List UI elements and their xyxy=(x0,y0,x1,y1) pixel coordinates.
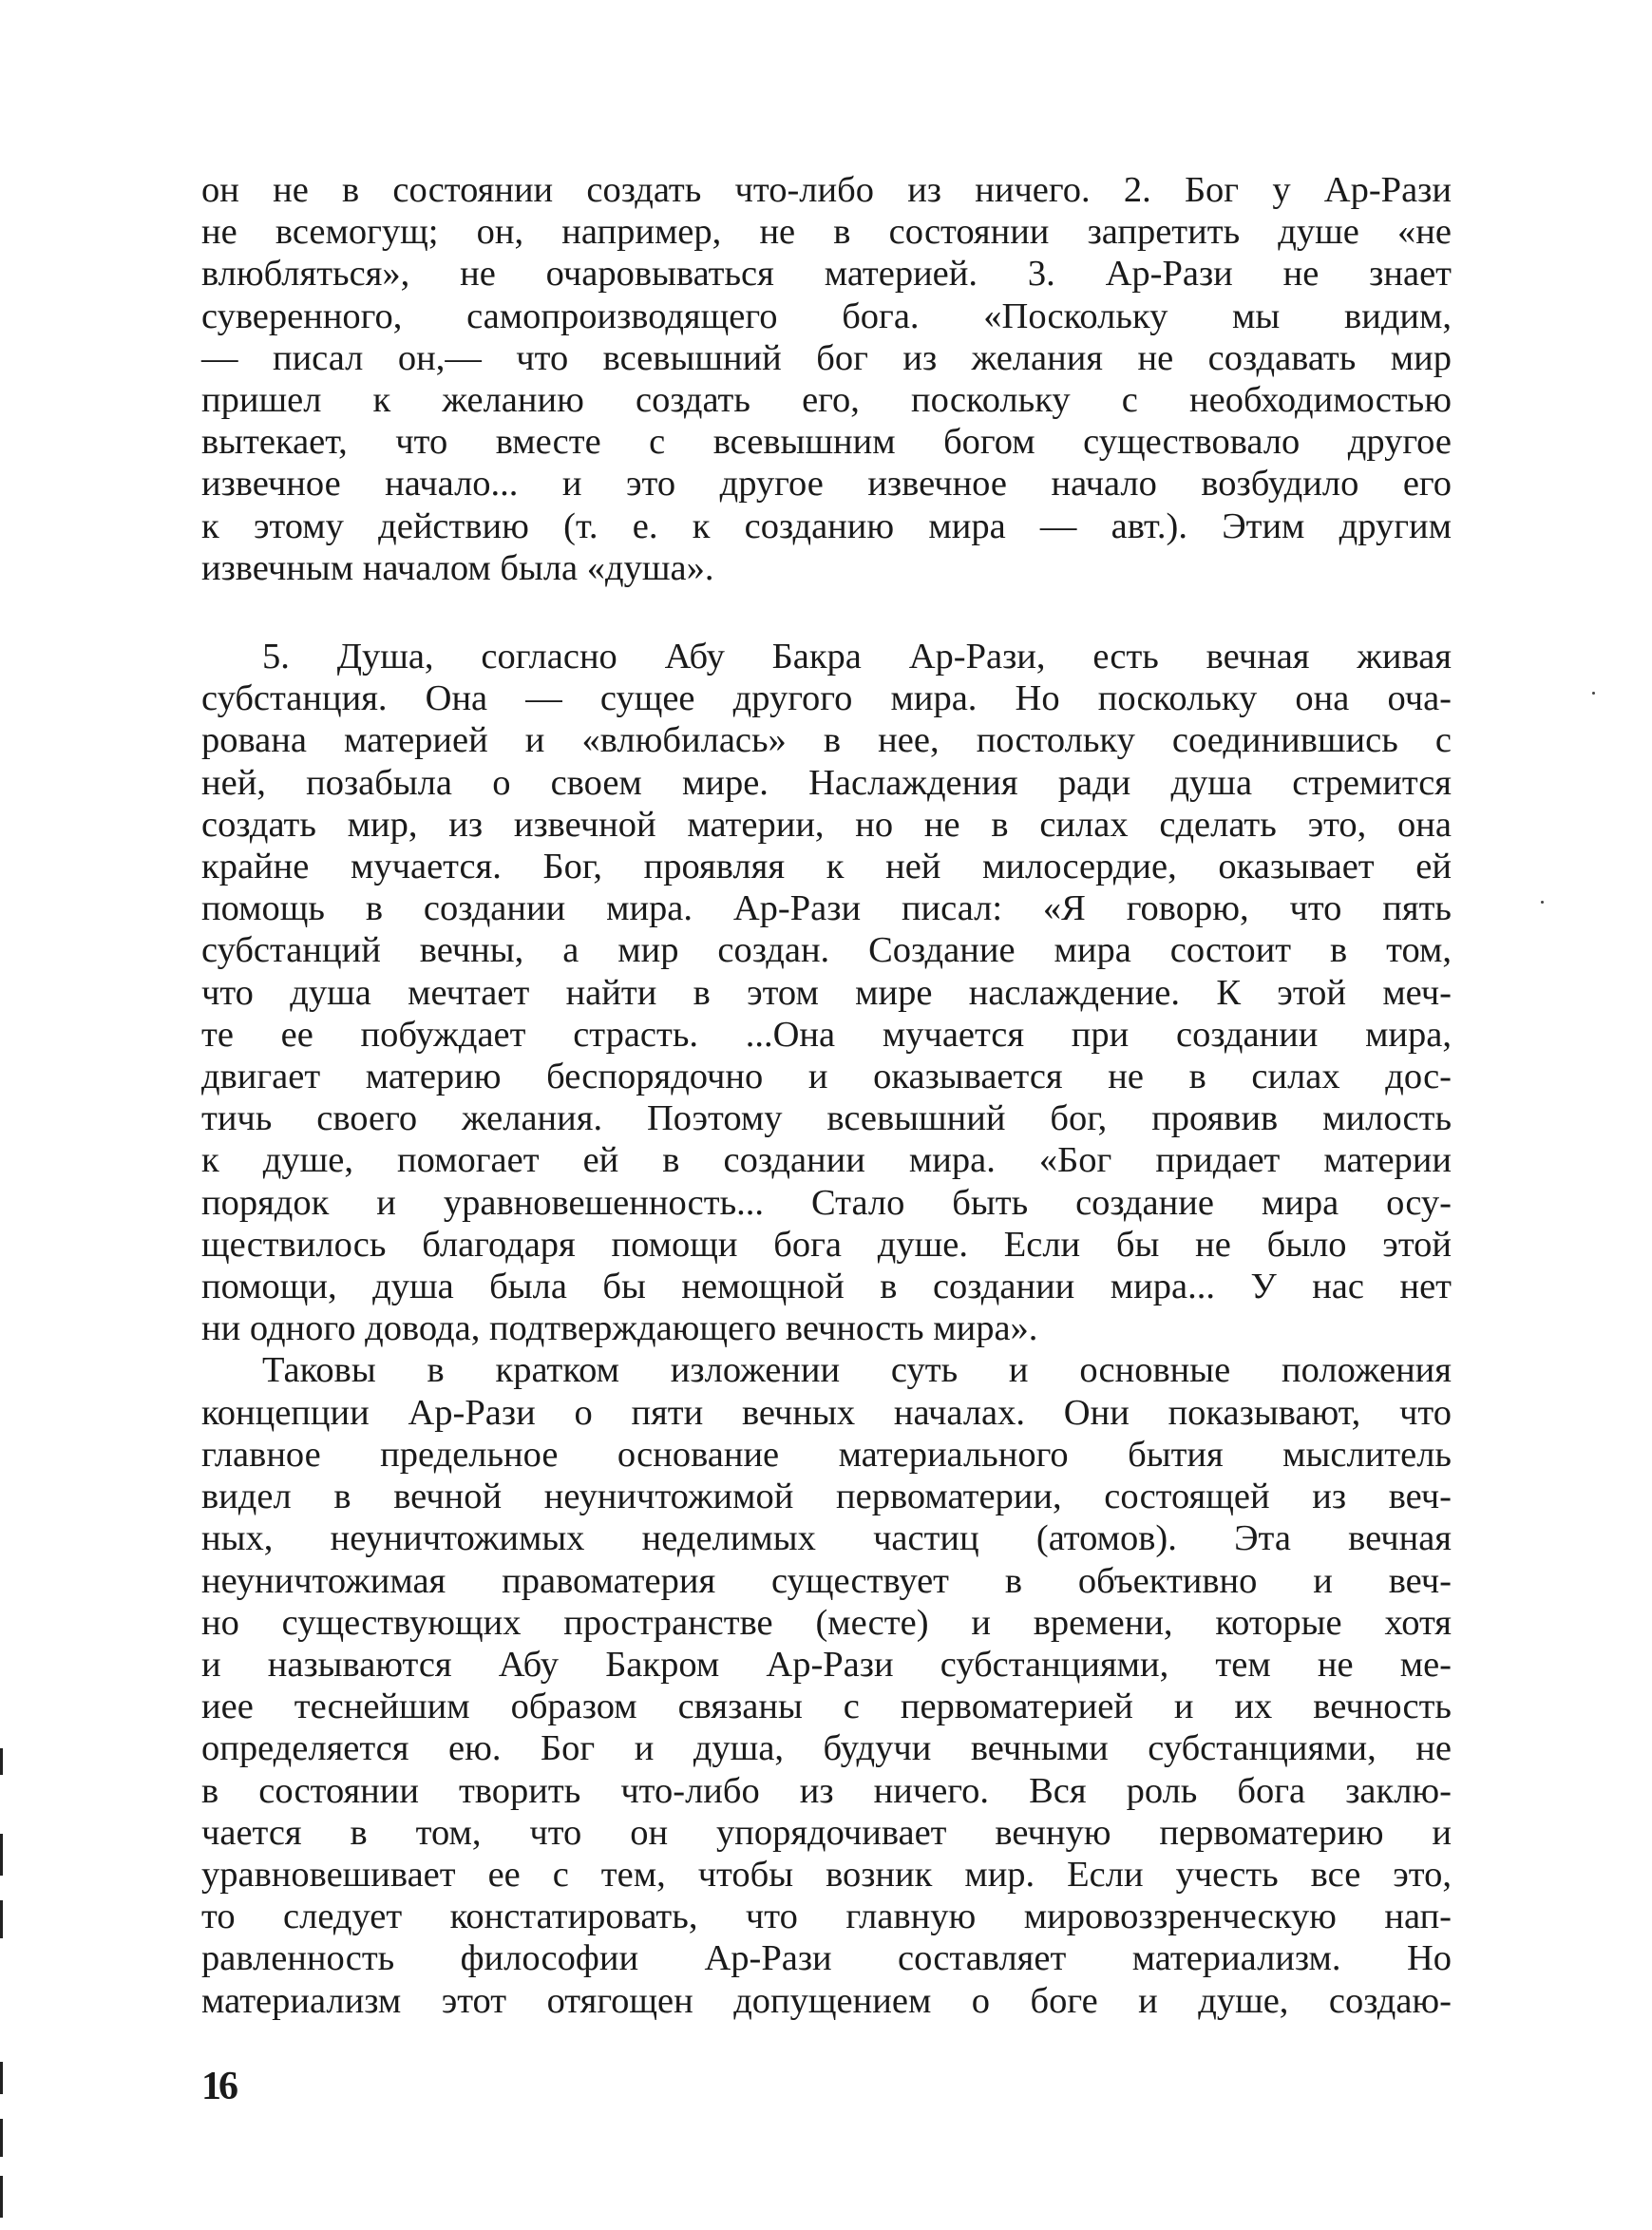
text-line: влюбляться», не очаровываться материей. 3. Ар-Рази не знает xyxy=(201,254,1452,295)
scan-speck xyxy=(1541,901,1544,904)
text-line: субстанций вечны, а мир создан. Создание мира состоит в том, xyxy=(201,930,1452,971)
scan-speck xyxy=(1592,692,1595,695)
text-line: ных, неуничтожимых неделимых частиц (атомов). Эта вечная xyxy=(201,1518,1452,1559)
text-line: вытекает, что вместе с всевышним богом существовало другое xyxy=(201,422,1452,463)
text-line: он не в состоянии создать что-либо из ничего. 2. Бог у Ар-Рази xyxy=(201,170,1452,210)
text-line: помощь в создании мира. Ар-Рази писал: «Я говорю, что пять xyxy=(201,888,1452,929)
text-line: субстанция. Она — сущее другого мира. Но поскольку она оча- xyxy=(201,678,1452,719)
paragraph-1 xyxy=(201,169,1452,589)
text-line: и называются Абу Бакром Ар-Рази субстанциями, тем не ме- xyxy=(201,1644,1452,1685)
text-line: равленность философии Ар-Рази составляет материализм. Но xyxy=(201,1938,1452,1979)
text-line: порядок и уравновешенность... Стало быть создание мира осу- xyxy=(201,1182,1452,1223)
text-line: ществилось благодаря помощи бога душе. Если бы не было этой xyxy=(201,1224,1452,1265)
text-line: то следует констатировать, что главную мировоззренческую нап- xyxy=(201,1896,1452,1937)
text-line: Таковы в кратком изложении суть и основные положения xyxy=(262,1350,1452,1391)
text-line: иее теснейшим образом связаны с первоматерией и их вечность xyxy=(201,1687,1452,1727)
scan-edge-mark xyxy=(0,2119,3,2157)
scan-edge-mark xyxy=(0,1834,3,1876)
text-line: пришел к желанию создать его, поскольку с необходимостью xyxy=(201,380,1452,421)
paragraph-2 xyxy=(201,636,1452,1349)
scan-edge-mark xyxy=(0,1900,3,1938)
paragraph-3 xyxy=(201,1349,1452,2021)
text-line: двигает материю беспорядочно и оказывается не в силах дос- xyxy=(201,1057,1452,1097)
scan-edge-mark xyxy=(0,2062,3,2094)
text-line: не всемогущ; он, например, не в состоянии запретить душе «не xyxy=(201,212,1452,253)
text-line: суверенного, самопроизводящего бога. «Поскольку мы видим, xyxy=(201,295,1452,336)
text-line: ни одного довода, подтверждающего вечность мира». xyxy=(201,1308,1038,1349)
text-line: крайне мучается. Бог, проявляя к ней милосердие, оказывает ей xyxy=(201,847,1452,887)
text-line: ней, позабыла о своем мире. Наслаждения ради душа стремится xyxy=(201,762,1452,803)
text-line: извечное начало... и это другое извечное начало возбудило его xyxy=(201,464,1452,505)
text-line: но существующих пространстве (месте) и времени, которые хотя xyxy=(201,1602,1452,1643)
text-line: что душа мечтает найти в этом мире наслаждение. К этой меч- xyxy=(201,972,1452,1013)
page-number: 16 xyxy=(201,2065,236,2108)
scan-edge-mark xyxy=(0,2176,3,2218)
text-line: 5. Душа, согласно Абу Бакра Ар-Рази, есть вечная живая xyxy=(262,637,1452,677)
text-line: к этому действию (т. е. к созданию мира — авт.). Этим другим xyxy=(201,505,1452,546)
text-line: материализм этот отягощен допущением о боге и душе, создаю- xyxy=(201,1980,1452,2021)
text-line: определяется ею. Бог и душа, будучи вечными субстанциями, не xyxy=(201,1728,1452,1769)
scan-edge-mark xyxy=(0,1748,3,1775)
text-line: чается в том, что он упорядочивает вечную первоматерию и xyxy=(201,1812,1452,1853)
paragraph-gap xyxy=(201,589,1452,636)
text-line: рована материей и «влюбилась» в нее, постольку соединившись с xyxy=(201,720,1452,761)
text-line: помощи, душа была бы немощной в создании мира... У нас нет xyxy=(201,1267,1452,1307)
text-line: к душе, помогает ей в создании мира. «Бог придает материи xyxy=(201,1140,1452,1181)
text-line: концепции Ар-Рази о пяти вечных началах. Они показывают, что xyxy=(201,1392,1452,1433)
text-line: главное предельное основание материального бытия мыслитель xyxy=(201,1434,1452,1475)
page-text xyxy=(201,169,1452,2022)
text-line: неуничтожимая правоматерия существует в объективно и веч- xyxy=(201,1560,1452,1601)
text-line: создать мир, из извечной материи, но не в силах сделать это, она xyxy=(201,804,1452,845)
text-line: уравновешивает ее с тем, чтобы возник мир. Если учесть все это, xyxy=(201,1854,1452,1895)
text-line: тичь своего желания. Поэтому всевышний бог, проявив милость xyxy=(201,1098,1452,1139)
text-line: в состоянии творить что-либо из ничего. Вся роль бога заклю- xyxy=(201,1770,1452,1811)
text-line: видел в вечной неуничтожимой первоматерии, состоящей из веч- xyxy=(201,1477,1452,1517)
text-line: извечным началом была «душа». xyxy=(201,547,714,588)
text-line: те ее побуждает страсть. ...Она мучается при создании мира, xyxy=(201,1014,1452,1055)
text-line: — писал он,— что всевышний бог из желания не создавать мир xyxy=(201,337,1452,378)
